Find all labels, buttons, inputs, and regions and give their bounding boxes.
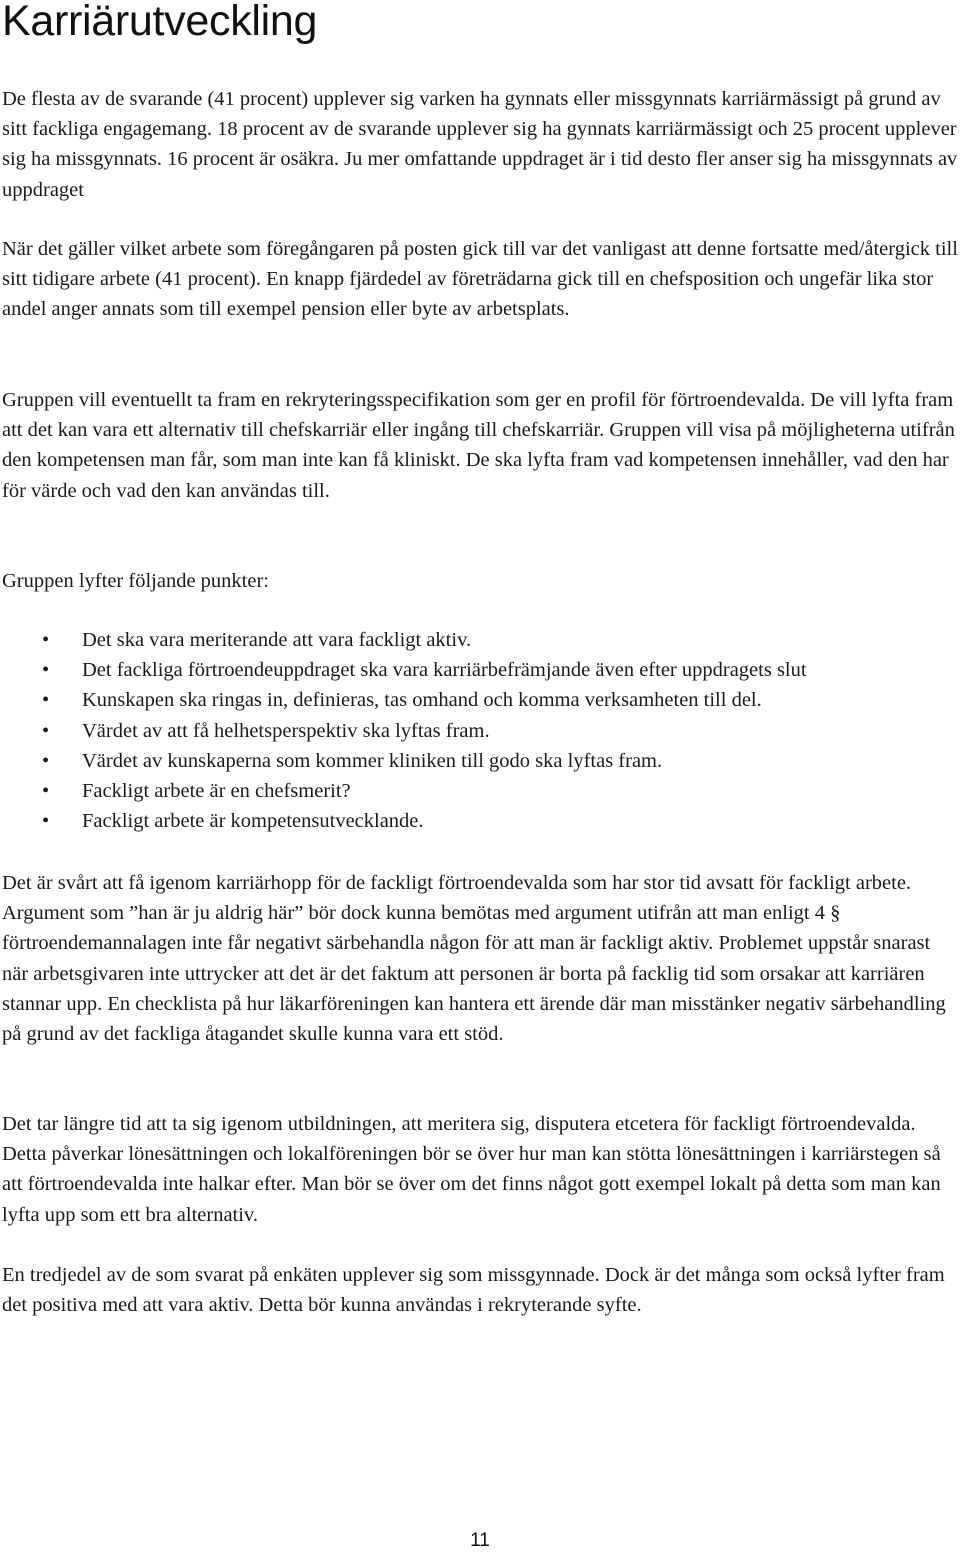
list-item: • Det fackliga förtroendeuppdraget ska vara karriärbefrämjande även efter uppdragets slut: [2, 655, 960, 685]
bullet-icon: •: [42, 659, 50, 682]
bullet-icon: •: [42, 629, 50, 651]
paragraph-survey-results: De flesta av de svarande (41 procent) upplever sig varken ha gynnats eller missgynnats karriärmässigt på grund av sitt fackliga engagemang. 18 procent av de svarande upplever sig ha gynnats karriärmässigt och 25 procent upplever sig ha missgynnats. 16 procent är osäkra. Ju mer omfattande uppdraget är i tid desto fler anser sig ha missgynnats av uppdraget: [2, 88, 958, 201]
bullet-icon: •: [42, 689, 50, 712]
bullet-icon: •: [42, 780, 50, 803]
list-item: • Värdet av att få helhetsperspektiv ska lyftas fram.: [2, 716, 960, 746]
page-number: 11: [470, 1530, 490, 1551]
paragraph-recruitment: Gruppen vill eventuellt ta fram en rekryteringsspecifikation som ger en profil för förtroendevalda. De vill lyfta fram att det kan vara ett alternativ till chefskarriär eller ingång till chefskarriär. Gruppen vill visa på möjligheterna utifrån den kompetensen man får, som man inte kan få kliniskt. De ska lyfta fram vad kompetensen innehåller, vad den har för värde och vad den kan användas till.: [2, 389, 955, 502]
bullet-icon: •: [42, 810, 50, 833]
paragraph-predecessor: När det gäller vilket arbete som föregångaren på posten gick till var det vanligast att denne fortsatte med/återgick till sitt tidigare arbete (41 procent). En knapp fjärdedel av företrädarna gick till en chefsposition och ungefär lika stor andel anger annats som till exempel pension eller byte av arbetsplats.: [2, 238, 958, 321]
bullet-list: [2, 625, 960, 836]
list-item: • Värdet av kunskaperna som kommer kliniken till godo ska lyftas fram.: [2, 746, 960, 776]
list-item: • Fackligt arbete är kompetensutvecklande.: [2, 806, 960, 836]
paragraph-disadvantaged: En tredjedel av de som svarat på enkäten upplever sig som missgynnade. Dock är det många som också lyfter fram det positiva med att vara aktiv. Detta bör kunna användas i rekryterande syfte.: [2, 1264, 945, 1317]
paragraph-career-jumps: Det är svårt att få igenom karriärhopp för de fackligt förtroendevalda som har stor tid avsatt för fackligt arbete. Argument som ”han är ju aldrig här” bör dock kunna bemötas med argument utifrån att man enligt 4 § förtroendemannalagen inte får negativt särbehandla någon för att man är fackligt aktiv. Problemet uppstår snarast när arbetsgivaren inte uttrycker att det är det faktum att personen är borta på facklig tid som orsakar att karriären stannar upp. En checklista på hur läkarföreningen kan hantera ett ärende där man misstänker negativ särbehandling på grund av det fackliga åtagandet skulle kunna vara ett stöd.: [2, 872, 946, 1046]
bullet-icon: •: [42, 749, 50, 772]
list-item: • Fackligt arbete är en chefsmerit?: [2, 776, 960, 806]
paragraph-points-intro: Gruppen lyfter följande punkter:: [2, 570, 269, 592]
paragraph-education-time: Det tar längre tid att ta sig igenom utbildningen, att meritera sig, disputera etcetera för fackligt förtroendevalda. Detta påverkar lönesättningen och lokalföreningen bör se över hur man kan stötta lönesättningen i karriärstegen så att förtroendevalda inte halkar efter. Man bör se över om det finns något gott exempel lokalt på detta som man kan lyfta upp som ett bra alternativ.: [2, 1113, 941, 1226]
list-item: • Kunskapen ska ringas in, definieras, tas omhand och komma verksamheten till del.: [2, 685, 960, 715]
bullet-icon: •: [42, 719, 50, 742]
list-item: • Det ska vara meriterande att vara fackligt aktiv.: [2, 625, 960, 655]
page-title: Karriärutveckling: [2, 0, 318, 45]
